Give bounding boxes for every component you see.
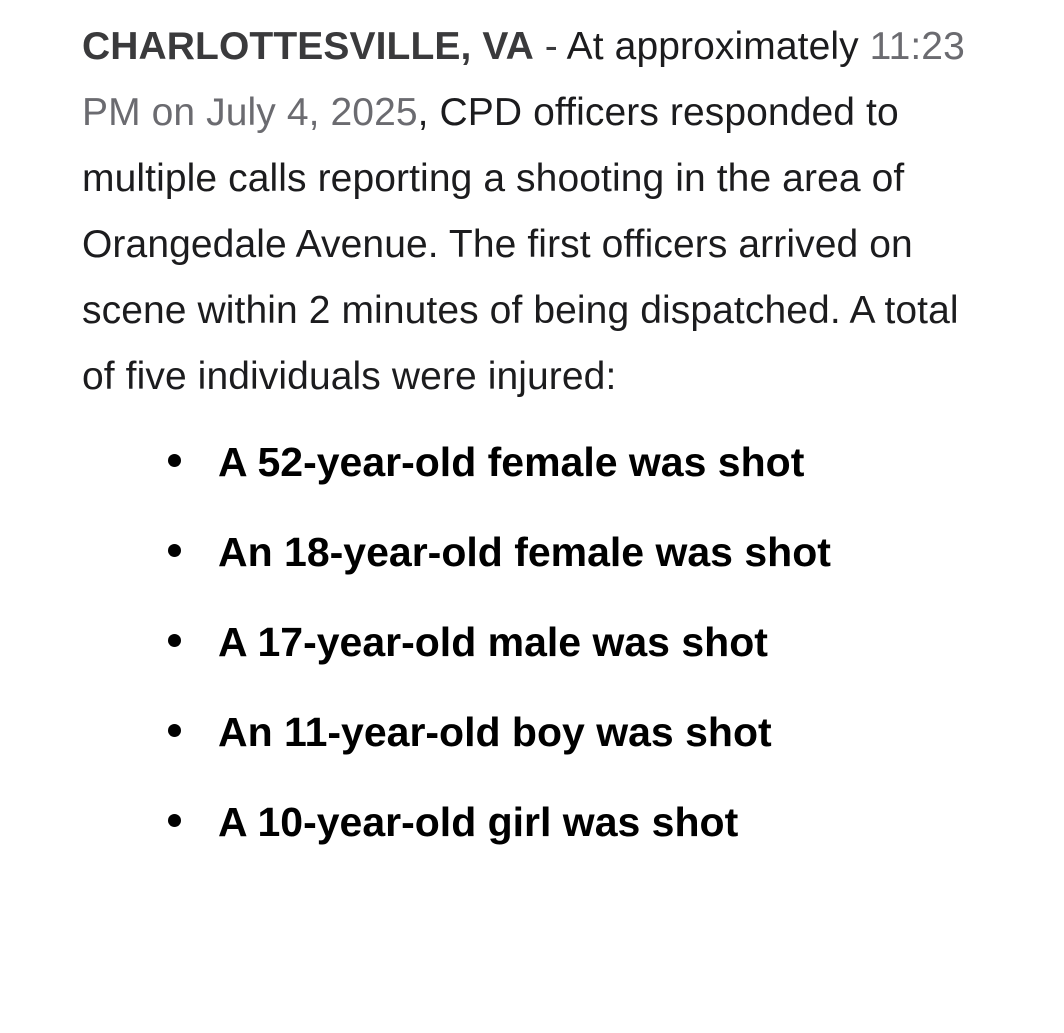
dateline-separator: - bbox=[533, 25, 567, 68]
victim-text: A 17-year-old male was shot bbox=[218, 619, 768, 665]
list-item bbox=[82, 616, 982, 706]
victim-text: An 18-year-old female was shot bbox=[218, 529, 831, 575]
victim-text: An 11-year-old boy was shot bbox=[218, 709, 772, 755]
bullet-icon bbox=[168, 814, 181, 827]
victim-list bbox=[82, 436, 982, 886]
intro-text: At approximately bbox=[566, 25, 870, 68]
list-item bbox=[82, 436, 982, 526]
news-article bbox=[82, 14, 982, 886]
bullet-icon bbox=[168, 544, 181, 557]
victim-text: A 10-year-old girl was shot bbox=[218, 799, 739, 845]
incident-body-text: , CPD officers responded to multiple calls reporting a shooting in the area of Orangedale Avenue. The first officers arrived on scene within 2 minutes of being dispatched. A total of five individuals were injured: bbox=[82, 91, 970, 398]
dateline: CHARLOTTESVILLE, VA bbox=[82, 25, 534, 68]
bullet-icon bbox=[168, 634, 181, 647]
intro-paragraph bbox=[82, 14, 982, 410]
incident-time-date: 11:23 PM on July 4, 2025 bbox=[82, 25, 976, 134]
victim-text: A 52-year-old female was shot bbox=[218, 439, 805, 485]
list-item bbox=[82, 526, 982, 616]
bullet-icon bbox=[168, 454, 181, 467]
bullet-icon bbox=[168, 724, 181, 737]
list-item bbox=[82, 796, 982, 886]
list-item bbox=[82, 706, 982, 796]
